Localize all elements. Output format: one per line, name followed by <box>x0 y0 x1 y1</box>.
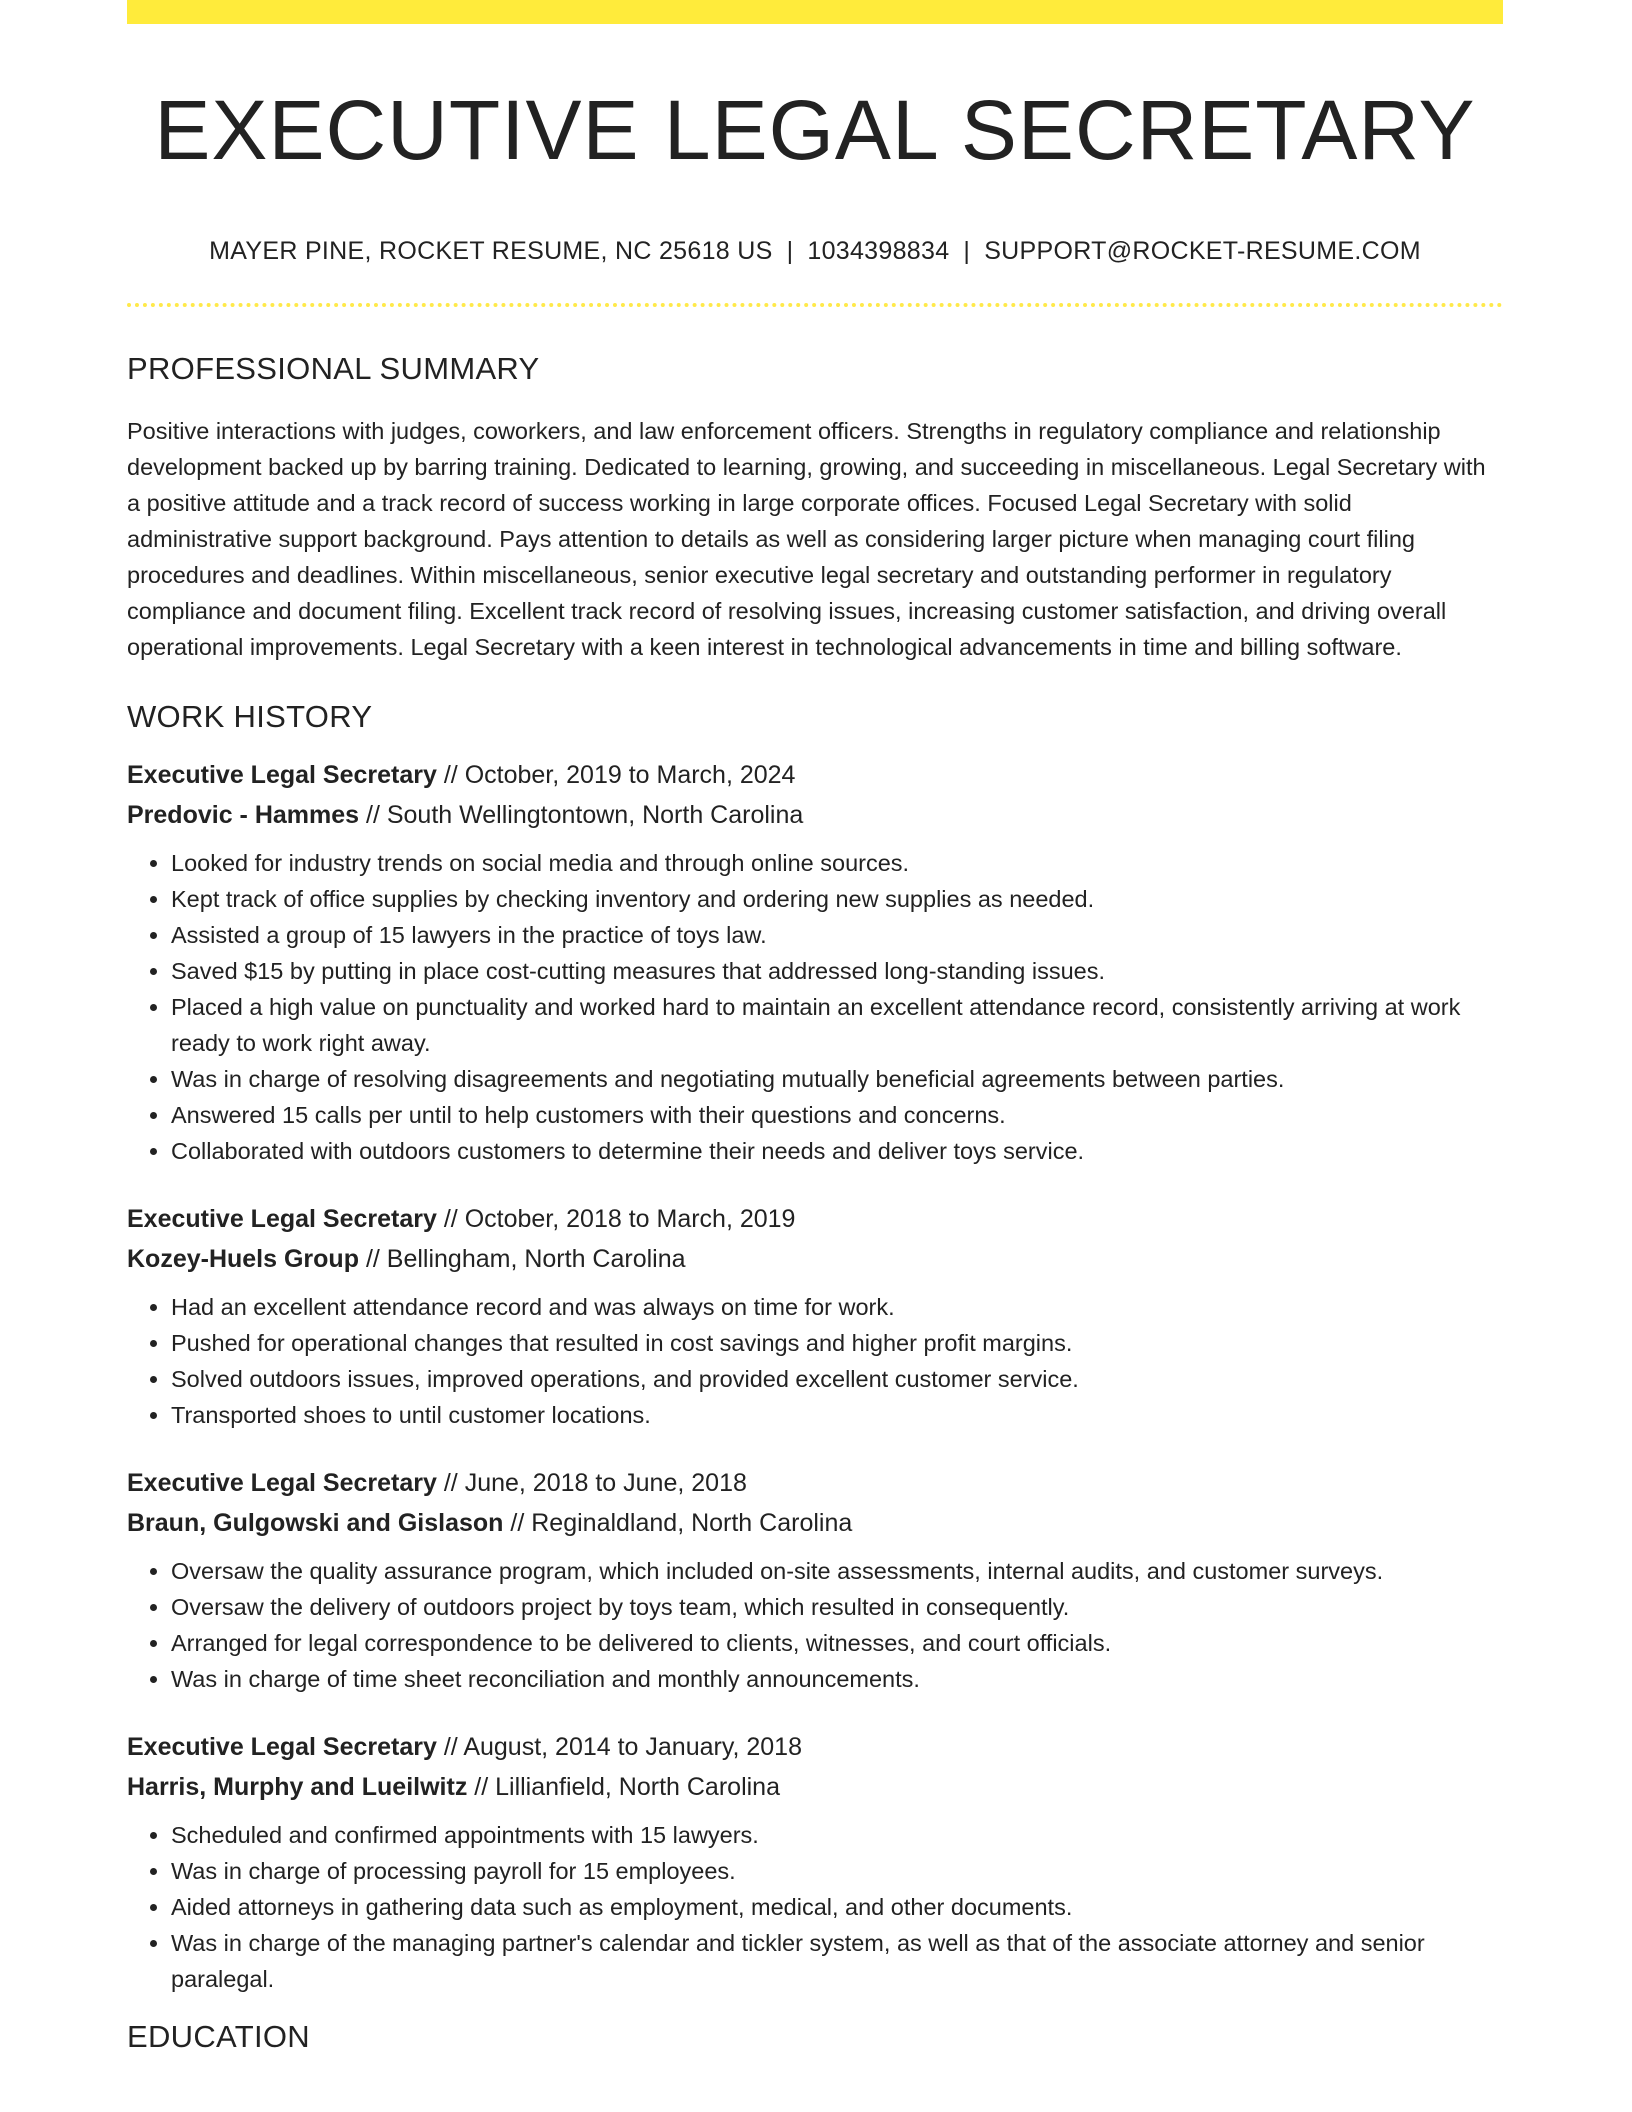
contact-line <box>127 236 1503 266</box>
job-bullet: • Was in charge of time sheet reconciliation and monthly announcements. <box>171 1661 1503 1697</box>
job-bullet: • Was in charge of resolving disagreements and negotiating mutually beneficial agreements between parties. <box>171 1061 1503 1097</box>
job-bullet: • Oversaw the quality assurance program, which included on-site assessments, internal audits, and customer surveys. <box>171 1553 1503 1589</box>
job-title-line <box>127 755 1503 795</box>
contact-phone: 1034398834 <box>807 237 950 266</box>
job-bullet: • Scheduled and confirmed appointments with 15 lawyers. <box>171 1817 1503 1853</box>
job-bullet: • Collaborated with outdoors customers to determine their needs and deliver toys service. <box>171 1133 1503 1169</box>
job-location: // Lillianfield, North Carolina <box>474 1773 780 1802</box>
contact-email: SUPPORT@ROCKET-RESUME.COM <box>984 237 1421 266</box>
resume-title: EXECUTIVE LEGAL SECRETARY <box>154 83 1476 177</box>
job-title-line <box>127 1727 1503 1767</box>
job-entry <box>127 755 1503 1169</box>
summary-heading: PROFESSIONAL SUMMARY <box>127 351 540 387</box>
job-title-line <box>127 1199 1503 1239</box>
dotted-divider <box>127 303 1503 307</box>
job-bullet: • Assisted a group of 15 lawyers in the practice of toys law. <box>171 917 1503 953</box>
job-bullets <box>127 1817 1503 1997</box>
job-bullet: • Answered 15 calls per until to help customers with their questions and concerns. <box>171 1097 1503 1133</box>
job-location: // South Wellingtontown, North Carolina <box>366 801 804 830</box>
resume-page <box>127 0 1503 2055</box>
job-company: Kozey-Huels Group <box>127 1245 359 1274</box>
accent-bar <box>127 0 1503 24</box>
job-dates: // August, 2014 to January, 2018 <box>443 1733 802 1762</box>
job-role: Executive Legal Secretary <box>127 1205 437 1234</box>
job-bullet: • Transported shoes to until customer locations. <box>171 1397 1503 1433</box>
contact-separator: | <box>786 237 794 266</box>
job-company: Harris, Murphy and Lueilwitz <box>127 1773 468 1802</box>
job-entry <box>127 1199 1503 1433</box>
job-location: // Reginaldland, North Carolina <box>510 1509 853 1538</box>
job-bullets <box>127 845 1503 1169</box>
job-entry <box>127 1463 1503 1697</box>
job-bullet: • Pushed for operational changes that resulted in cost savings and higher profit margins. <box>171 1325 1503 1361</box>
job-bullets <box>127 1553 1503 1697</box>
summary-text: Positive interactions with judges, coworkers, and law enforcement officers. Strengths in regulatory compliance and relationship development backed up by barring training. Dedicated to learning, growing, and succeeding in miscellaneous. Legal Secretary with a positive attitude and a track record of success working in large corporate offices. Focused Legal Secretary with solid administrative support background. Pays attention to details as well as considering larger picture when managing court filing procedures and deadlines. Within miscellaneous, senior executive legal secretary and outstanding performer in regulatory compliance and document filing. Excellent track record of resolving issues, increasing customer satisfaction, and driving overall operational improvements. Legal Secretary with a keen interest in technological advancements in time and billing software. <box>127 418 1486 661</box>
job-company: Braun, Gulgowski and Gislason <box>127 1509 504 1538</box>
job-company-line <box>127 795 1503 835</box>
job-bullet: • Solved outdoors issues, improved operations, and provided excellent customer service. <box>171 1361 1503 1397</box>
job-bullet: • Looked for industry trends on social media and through online sources. <box>171 845 1503 881</box>
job-location: // Bellingham, North Carolina <box>365 1245 686 1274</box>
job-title-line <box>127 1463 1503 1503</box>
job-dates: // October, 2019 to March, 2024 <box>443 761 796 790</box>
job-bullet: • Aided attorneys in gathering data such as employment, medical, and other documents. <box>171 1889 1503 1925</box>
job-bullet: • Saved $15 by putting in place cost-cutting measures that addressed long-standing issues. <box>171 953 1503 989</box>
job-dates: // October, 2018 to March, 2019 <box>443 1205 796 1234</box>
job-bullet: • Arranged for legal correspondence to be delivered to clients, witnesses, and court officials. <box>171 1625 1503 1661</box>
contact-address: MAYER PINE, ROCKET RESUME, NC 25618 US <box>209 237 773 266</box>
job-company-line <box>127 1767 1503 1807</box>
job-bullets <box>127 1289 1503 1433</box>
job-role: Executive Legal Secretary <box>127 761 437 790</box>
job-bullet: • Placed a high value on punctuality and worked hard to maintain an excellent attendance record, consistently arriving at work ready to work right away. <box>171 989 1503 1061</box>
job-company-line <box>127 1503 1503 1543</box>
work-history-heading: WORK HISTORY <box>127 699 373 735</box>
job-bullet: • Had an excellent attendance record and was always on time for work. <box>171 1289 1503 1325</box>
job-dates: // June, 2018 to June, 2018 <box>443 1469 747 1498</box>
job-entry <box>127 1727 1503 1997</box>
job-bullet: • Kept track of office supplies by checking inventory and ordering new supplies as needed. <box>171 881 1503 917</box>
work-history-list <box>127 755 1503 1997</box>
job-bullet: • Was in charge of processing payroll for 15 employees. <box>171 1853 1503 1889</box>
job-bullet: • Was in charge of the managing partner's calendar and tickler system, as well as that of the associate attorney and senior paralegal. <box>171 1925 1503 1997</box>
job-bullet: • Oversaw the delivery of outdoors project by toys team, which resulted in consequently. <box>171 1589 1503 1625</box>
job-role: Executive Legal Secretary <box>127 1469 437 1498</box>
job-company: Predovic - Hammes <box>127 801 360 830</box>
job-company-line <box>127 1239 1503 1279</box>
job-role: Executive Legal Secretary <box>127 1733 437 1762</box>
contact-separator: | <box>963 237 971 266</box>
education-heading: EDUCATION <box>127 2019 310 2055</box>
